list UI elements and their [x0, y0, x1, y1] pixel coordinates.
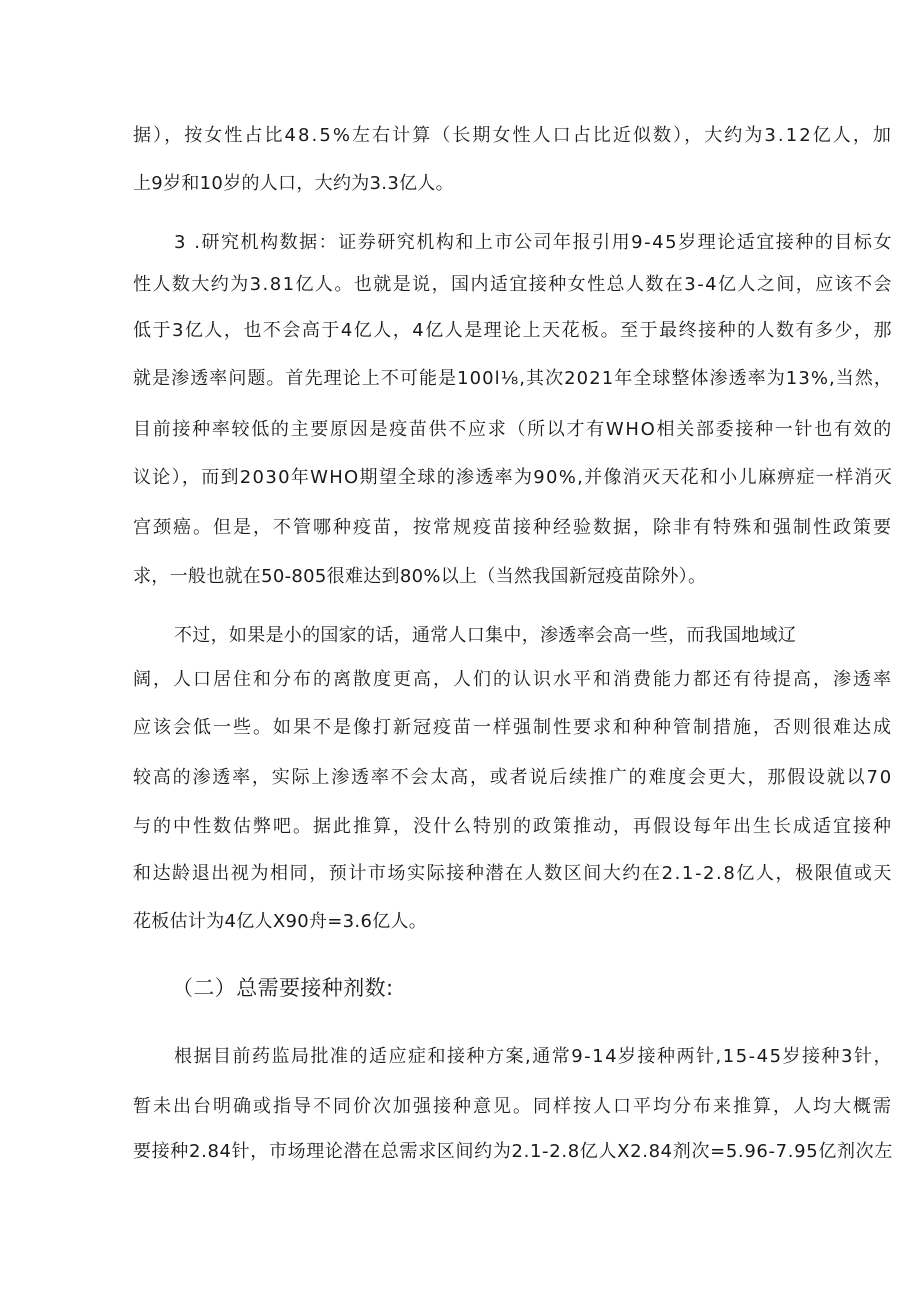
paragraph-line: 要接种2.84针，市场理论潜在总需求区间约为2.1-2.8亿人X2.84剂次=5.96-7.95亿剂次左 [133, 1141, 893, 1162]
paragraph-line: 求，一般也就在50-805很难达到80%以上（当然我国新冠疫苗除外）。 [133, 566, 707, 587]
paragraph-line: 上9岁和10岁的人口，大约为3.3亿人。 [133, 173, 454, 194]
section-heading: （二）总需要接种剂数: [172, 976, 394, 1000]
paragraph-line: 据），按女性占比48.5%左右计算（长期女性人口占比近似数），大约为3.12亿人，加 [133, 125, 893, 146]
paragraph-line: 阔，人口居住和分布的离散度更高，人们的认识水平和消费能力都还有待提高，渗透率 [133, 669, 893, 690]
paragraph-line: 不过，如果是小的国家的话，通常人口集中，渗透率会高一些，而我国地域辽 [174, 625, 797, 646]
paragraph-line: 暂未出台明确或指导不同价次加强接种意见。同样按人口平均分布来推算，人均大概需 [133, 1096, 893, 1117]
paragraph-line: 低于3亿人，也不会高于4亿人，4亿人是理论上天花板。至于最终接种的人数有多少，那 [133, 320, 893, 341]
paragraph-line: 和达龄退出视为相同，预计市场实际接种潜在人数区间大约在2.1-2.8亿人，极限值或天 [133, 863, 893, 884]
paragraph-line: 性人数大约为3.81亿人。也就是说，国内适宜接种女性总人数在3-4亿人之间，应该不会 [133, 274, 893, 295]
paragraph-line: 宫颈癌。但是，不管哪种疫苗，按常规疫苗接种经验数据，除非有特殊和强制性政策要 [133, 517, 893, 538]
paragraph-line: 应该会低一些。如果不是像打新冠疫苗一样强制性要求和种种管制措施，否则很难达成 [133, 717, 893, 738]
paragraph-line: 花板估计为4亿人X90舟=3.6亿人。 [133, 911, 428, 932]
paragraph-line: 目前接种率较低的主要原因是疫苗供不应求（所以才有WHO相关部委接种一针也有效的 [133, 419, 893, 440]
paragraph-line: 议论），而到2030年WHO期望全球的渗透率为90%,并像消灭天花和小儿麻痹症一样消灭 [133, 467, 893, 488]
paragraph-line: 就是渗透率问题。首先理论上不可能是100l⅛,其次2021年全球整体渗透率为13%,当然， [133, 368, 893, 389]
paragraph-line: 根据目前药监局批准的适应症和接种方案,通常9-14岁接种两针,15-45岁接种3针， [174, 1046, 893, 1067]
paragraph-line: 3 .研究机构数据：证券研究机构和上市公司年报引用9-45岁理论适宜接种的目标女 [174, 232, 893, 253]
paragraph-line: 与的中性数估弊吧。据此推算，没什么特别的政策推动，再假设每年出生长成适宜接种 [133, 816, 893, 837]
paragraph-line: 较高的渗透率，实际上渗透率不会太高，或者说后续推广的难度会更大，那假设就以70 [133, 767, 893, 788]
